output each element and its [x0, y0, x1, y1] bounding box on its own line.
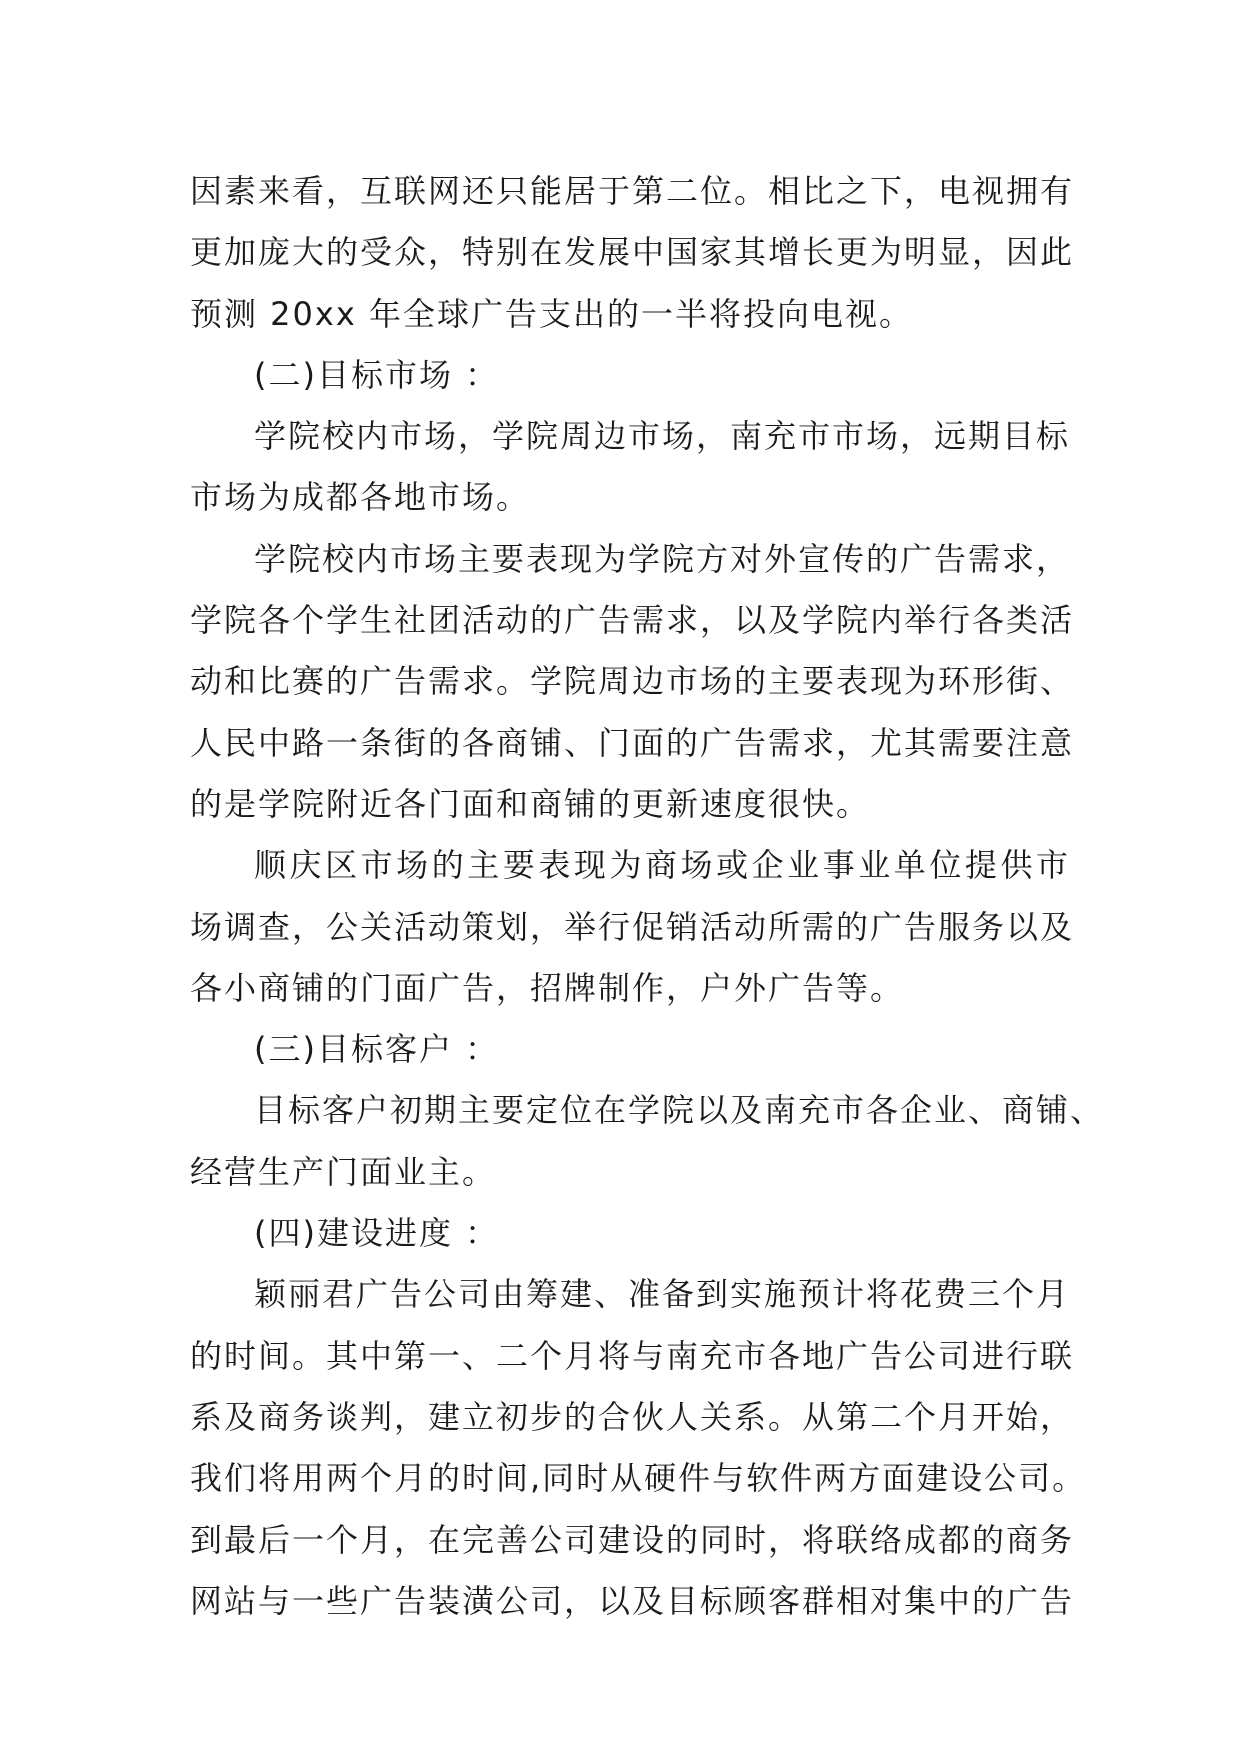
text-line: 系及商务谈判，建立初步的合伙人关系。从第二个月开始， [190, 1397, 1075, 1436]
text-line: (三)目标客户 ： [254, 1030, 500, 1069]
text-line: 我们将用两个月的时间,同时从硬件与软件两方面建设公司。 [190, 1459, 1087, 1498]
text-line: (二)目标市场 ： [254, 355, 500, 394]
text-line: 学院校内市场，学院周边市场，南充市市场，远期目标 [254, 417, 1071, 456]
text-line: 各小商铺的门面广告，招牌制作，户外广告等。 [190, 968, 905, 1007]
text-line: 市场为成都各地市场。 [190, 478, 531, 517]
document-body [190, 161, 1105, 1632]
text-line: 顺庆区市场的主要表现为商场或企业事业单位提供市 [254, 846, 1070, 885]
text-line: 的是学院附近各门面和商铺的更新速度很快。 [190, 784, 871, 823]
text-line: 学院各个学生社团活动的广告需求，以及学院内举行各类活 [190, 601, 1075, 640]
text-line: 的时间。其中第一、二个月将与南充市各地广告公司进行联 [190, 1336, 1075, 1375]
text-line: 场调查，公关活动策划，举行促销活动所需的广告服务以及 [190, 907, 1075, 946]
text-line: 到最后一个月，在完善公司建设的同时，将联络成都的商务 [190, 1520, 1075, 1559]
text-line: 预测 20xx 年全球广告支出的一半将投向电视。 [190, 294, 913, 333]
text-line: 学院校内市场主要表现为学院方对外宣传的广告需求， [254, 539, 1071, 578]
text-line: 经营生产门面业主。 [190, 1152, 497, 1191]
text-line: 人民中路一条街的各商铺、门面的广告需求，尤其需要注意 [190, 723, 1075, 762]
text-line: 网站与一些广告装潢公司，以及目标顾客群相对集中的广告 [190, 1581, 1075, 1620]
text-line: 因素来看，互联网还只能居于第二位。相比之下，电视拥有 [190, 172, 1075, 210]
text-line: 颖丽君广告公司由筹建、准备到实施预计将花费三个月 [254, 1275, 1071, 1314]
text-line: 更加庞大的受众，特别在发展中国家其增长更为明显，因此 [190, 233, 1075, 272]
text-line: 目标客户初期主要定位在学院以及南充市各企业、商铺、 [254, 1091, 1105, 1130]
text-line: 动和比赛的广告需求。学院周边市场的主要表现为环形街、 [190, 662, 1075, 701]
text-line: (四)建设进度 ： [254, 1214, 500, 1253]
